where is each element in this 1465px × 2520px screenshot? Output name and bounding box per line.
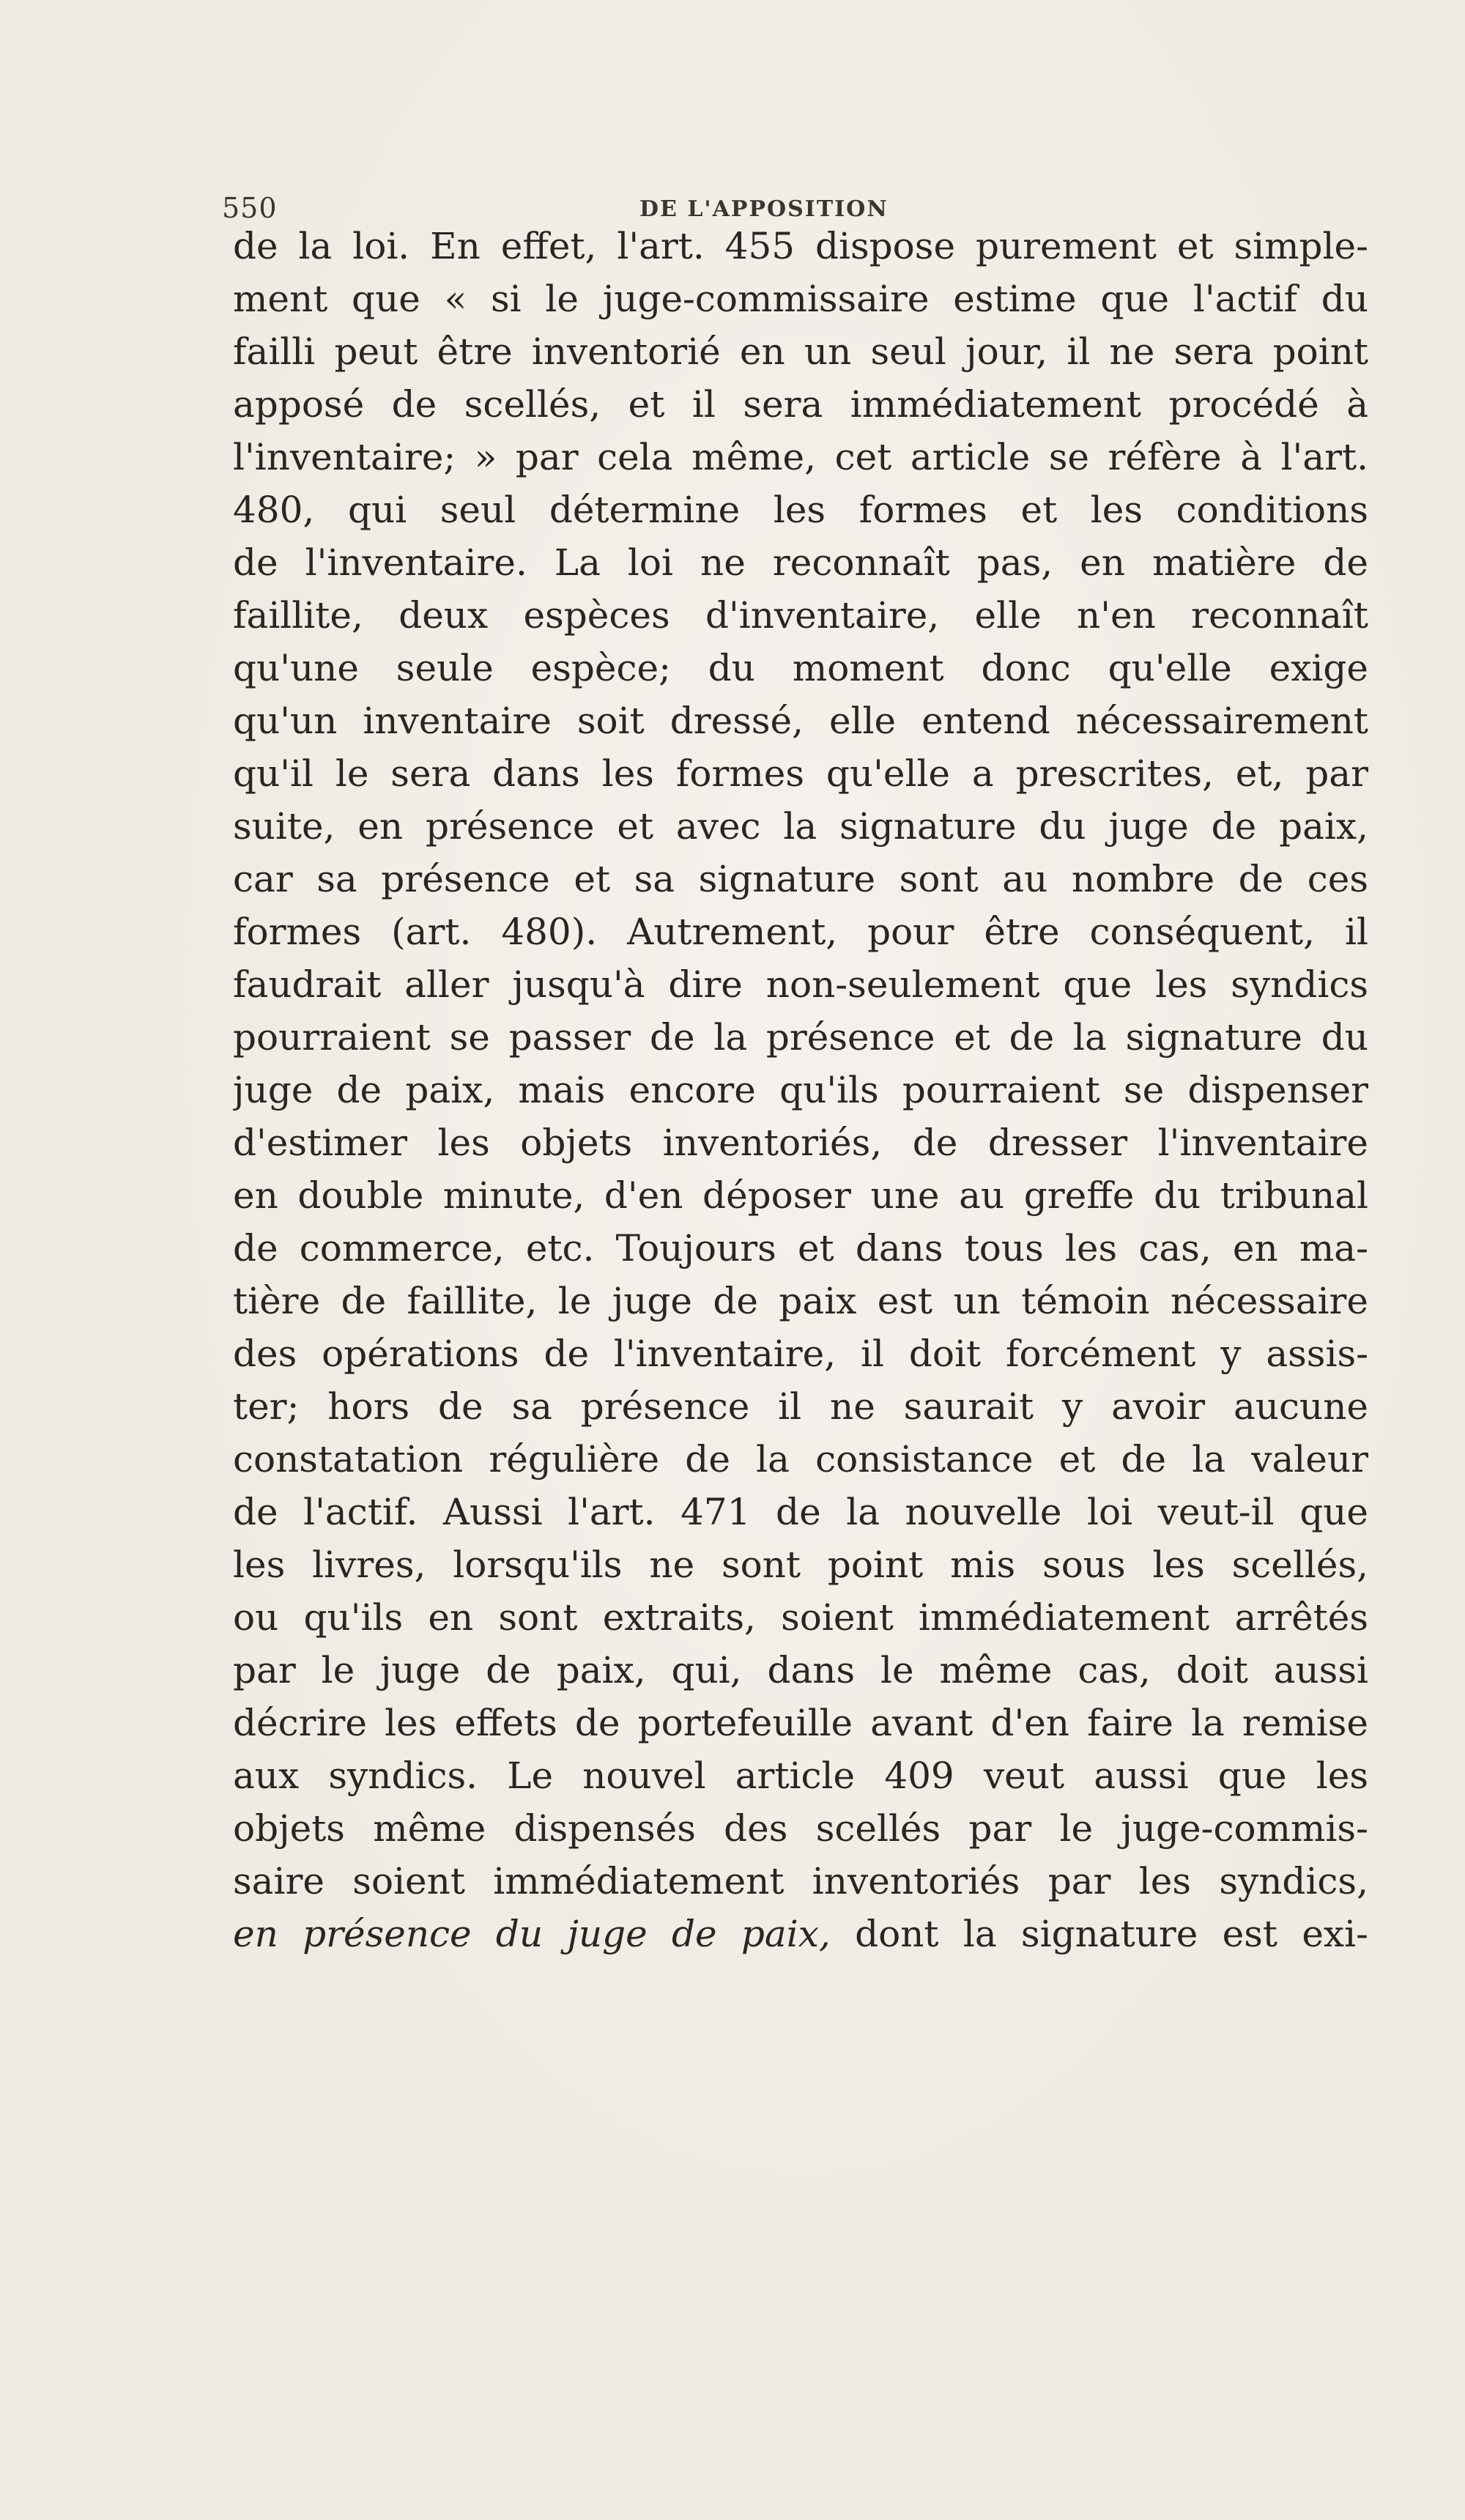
text-line: pourraient se passer de la présence et de la signature du <box>233 1016 1368 1059</box>
text-line: constatation régulière de la consistance et de la valeur <box>233 1438 1368 1480</box>
text-line: car sa présence et sa signature sont au nombre de ces <box>233 858 1368 900</box>
text-line: ter; hors de sa présence il ne saurait y avoir aucune <box>233 1385 1368 1428</box>
text-line: décrire les effets de portefeuille avant d'en faire la remise <box>233 1702 1368 1744</box>
text-line: apposé de scellés, et il sera immédiatement procédé à <box>233 383 1368 426</box>
text-line-last <box>233 1908 1368 1960</box>
text-line: de la loi. En effet, l'art. 455 dispose purement et simple- <box>233 225 1368 267</box>
text-line: faillite, deux espèces d'inventaire, elle n'en reconnaît <box>233 594 1368 637</box>
text-line: qu'un inventaire soit dressé, elle entend nécessairement <box>233 700 1368 742</box>
body-text <box>233 220 1368 1960</box>
text-line: en double minute, d'en déposer une au greffe du tribunal <box>233 1174 1368 1217</box>
text-line: formes (art. 480). Autrement, pour être conséquent, il <box>233 911 1368 953</box>
italic-phrase: en présence du juge de paix, <box>233 1913 831 1955</box>
text-line: par le juge de paix, qui, dans le même cas, doit aussi <box>233 1649 1368 1691</box>
text-line: 480, qui seul détermine les formes et les conditions <box>233 489 1368 531</box>
text-line: les livres, lorsqu'ils ne sont point mis sous les scellés, <box>233 1544 1368 1586</box>
text-line: failli peut être inventorié en un seul jour, il ne sera point <box>233 330 1368 373</box>
text-line: qu'une seule espèce; du moment donc qu'elle exige <box>233 647 1368 689</box>
page-number: 550 <box>222 192 278 224</box>
text-line: suite, en présence et avec la signature du juge de paix, <box>233 805 1368 848</box>
text-line: qu'il le sera dans les formes qu'elle a prescrites, et, par <box>233 752 1368 795</box>
last-line-rest: dont la signature est exi- <box>830 1913 1368 1955</box>
text-line: objets même dispensés des scellés par le juge-commis- <box>233 1807 1368 1850</box>
text-line: d'estimer les objets inventoriés, de dresser l'inventaire <box>233 1122 1368 1164</box>
section-title: DE L'APPOSITION <box>639 196 889 222</box>
text-line: tière de faillite, le juge de paix est un témoin nécessaire <box>233 1280 1368 1322</box>
text-line: juge de paix, mais encore qu'ils pourraient se dispenser <box>233 1069 1368 1111</box>
text-line: de l'actif. Aussi l'art. 471 de la nouvelle loi veut-il que <box>233 1491 1368 1533</box>
text-line: saire soient immédiatement inventoriés par les syndics, <box>233 1860 1368 1902</box>
text-line: ou qu'ils en sont extraits, soient immédiatement arrêtés <box>233 1596 1368 1639</box>
text-line: des opérations de l'inventaire, il doit forcément y assis- <box>233 1333 1368 1375</box>
text-line: faudrait aller jusqu'à dire non-seulement que les syndics <box>233 963 1368 1006</box>
text-line: de l'inventaire. La loi ne reconnaît pas, en matière de <box>233 541 1368 584</box>
text-line: de commerce, etc. Toujours et dans tous les cas, en ma- <box>233 1227 1368 1270</box>
text-line: aux syndics. Le nouvel article 409 veut aussi que les <box>233 1754 1368 1797</box>
text-line: l'inventaire; » par cela même, cet article se réfère à l'art. <box>233 436 1368 478</box>
text-line: ment que « si le juge-commissaire estime que l'actif du <box>233 278 1368 320</box>
